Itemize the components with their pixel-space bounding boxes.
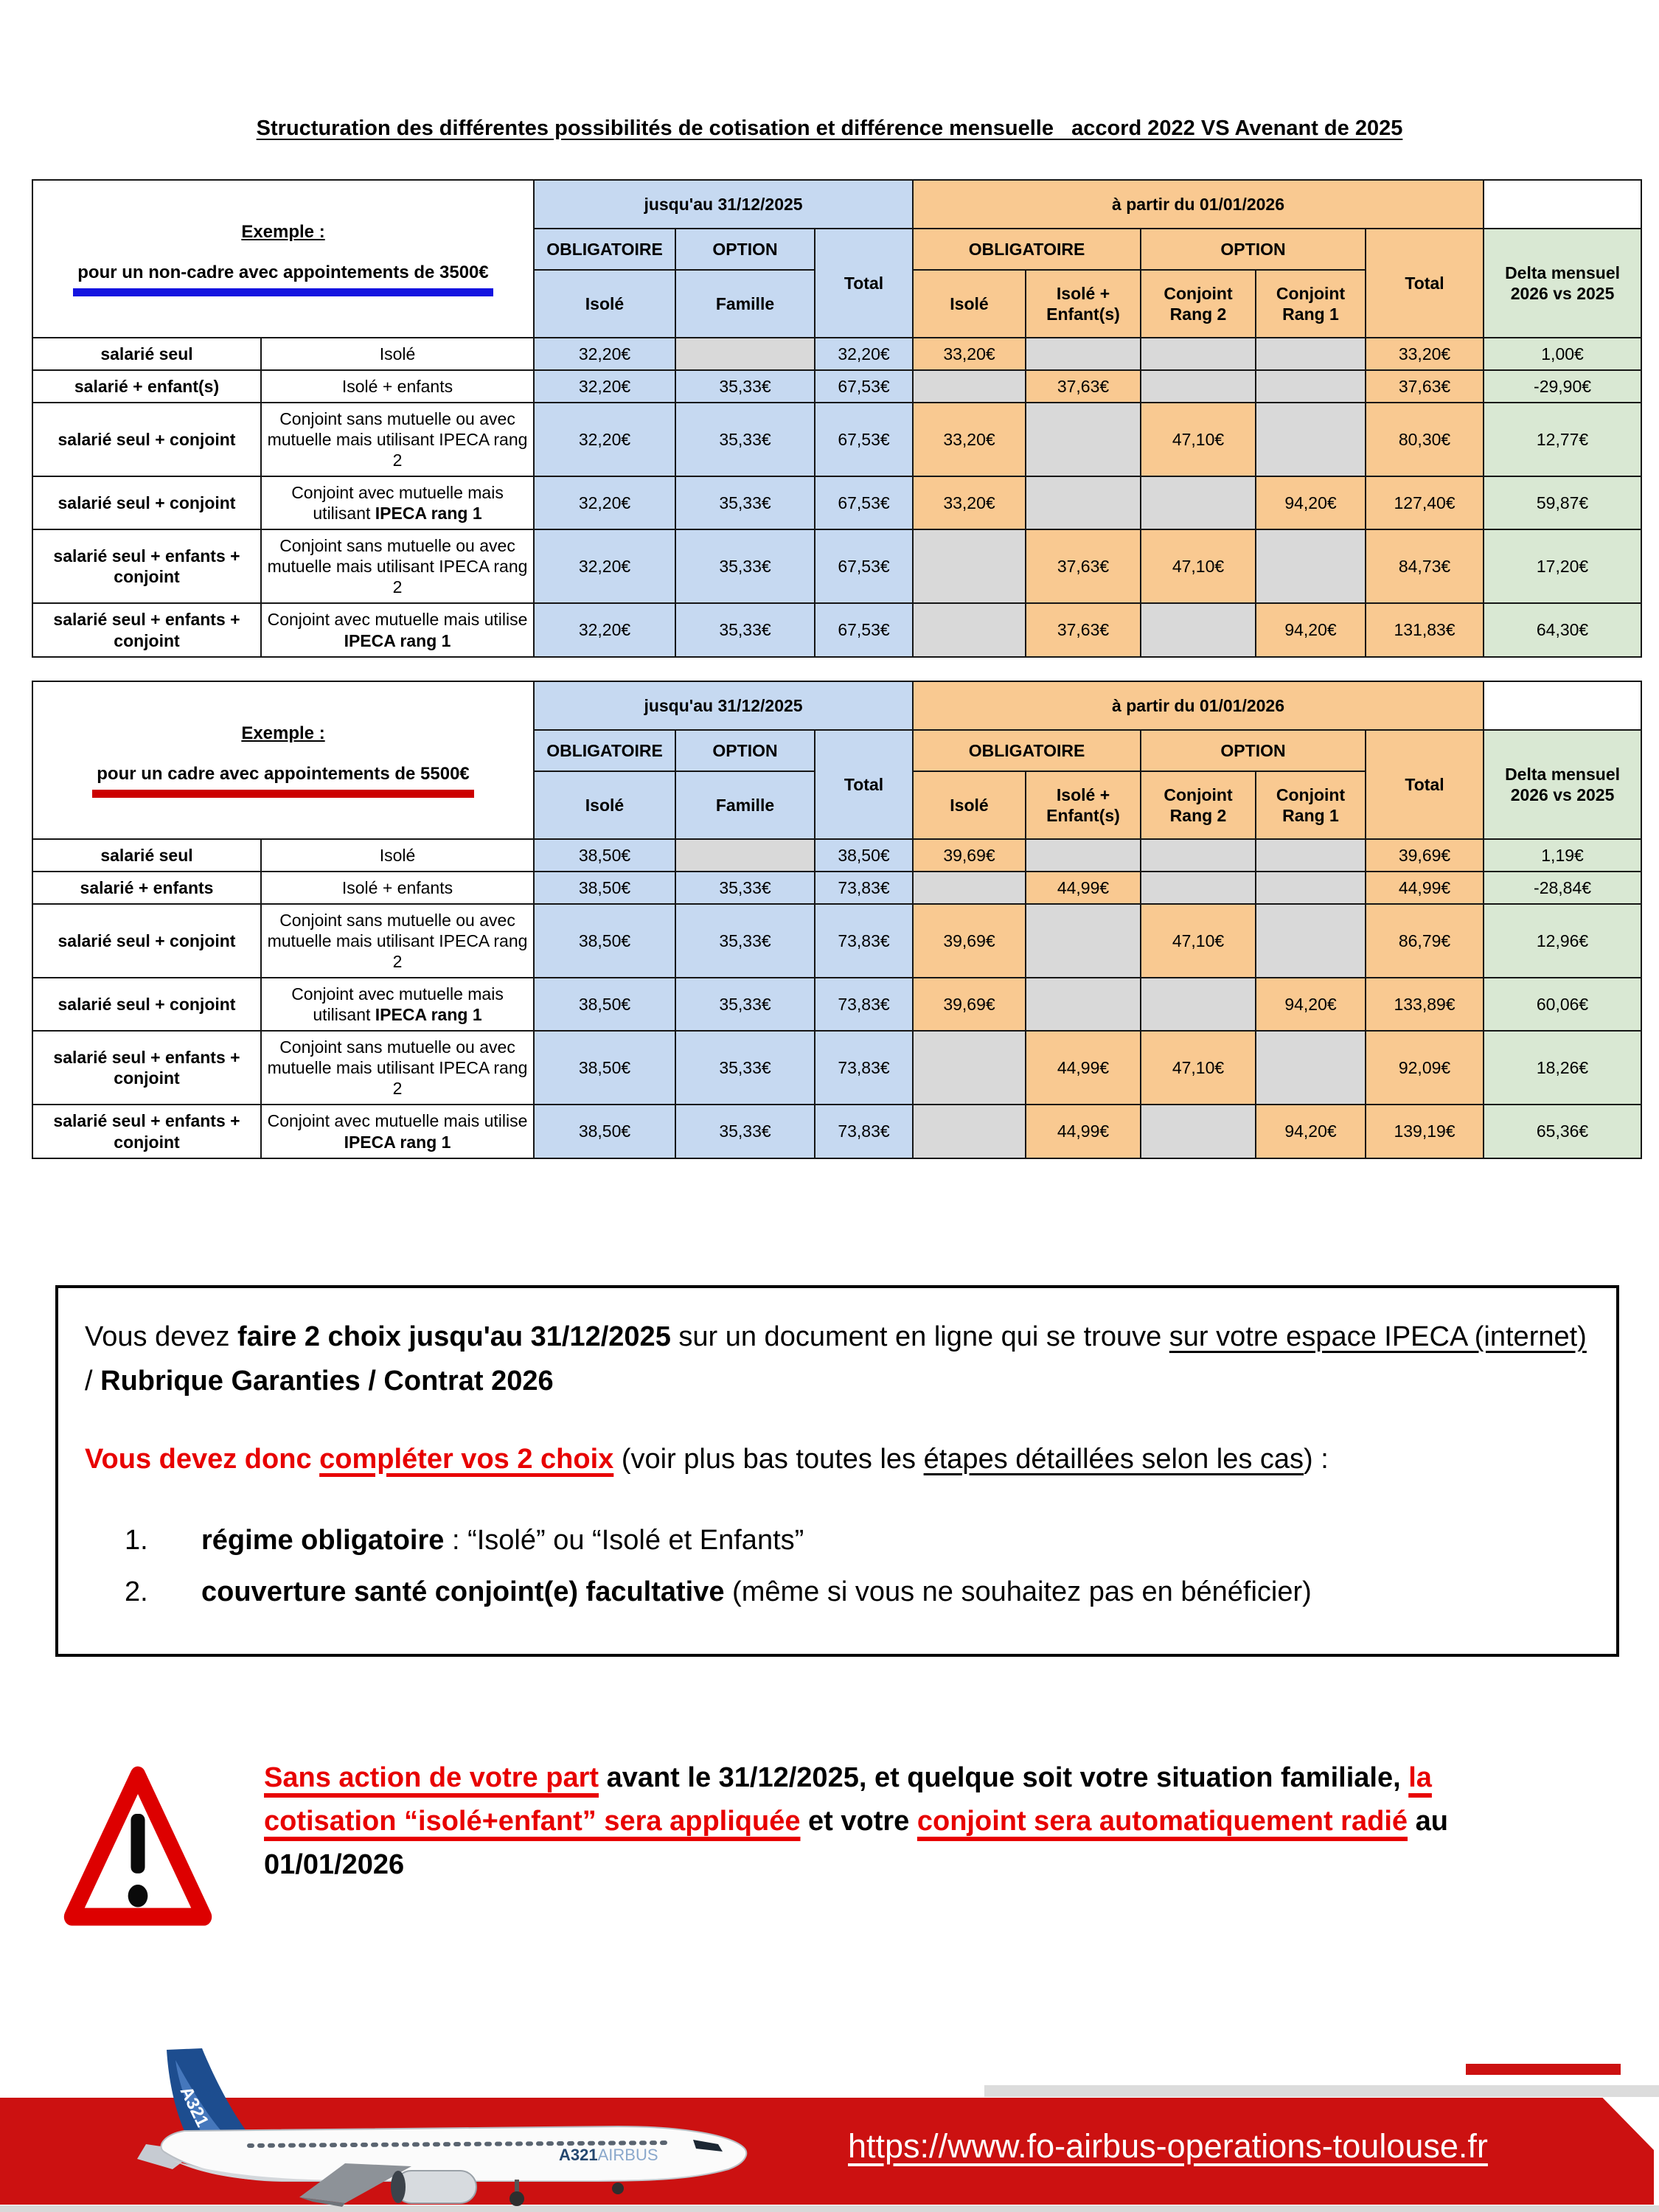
cell-isole-2026: 39,69€ [913, 839, 1026, 872]
cell-delta-2026-vs-2025: 59,87€ [1484, 476, 1641, 529]
text-segment: (voir plus bas toutes les [613, 1444, 924, 1475]
col-famille-2025-header: Famille [675, 270, 815, 338]
cell-total-2025: 67,53€ [815, 603, 913, 656]
text-segment: avant le 31/12/2025, et quelque soit votre situation familiale, [599, 1762, 1409, 1793]
total-2025-header: Total [815, 730, 913, 839]
total-2026-header: Total [1366, 730, 1484, 839]
cell-delta-2026-vs-2025: 65,36€ [1484, 1105, 1641, 1158]
footer-gray-strip [984, 2085, 1659, 2097]
cell-isole-2025: 32,20€ [534, 476, 675, 529]
cell-total-2025: 73,83€ [815, 978, 913, 1031]
cell-total-2026: 84,73€ [1366, 529, 1484, 603]
cell-couverture [261, 476, 534, 529]
text-segment: Sans action de votre part [264, 1762, 599, 1793]
cell-conjoint-rang1-2026 [1256, 839, 1366, 872]
cell-situation: salarié seul + enfants + conjoint [32, 603, 261, 656]
period-2025-header: jusqu'au 31/12/2025 [534, 681, 913, 730]
col-isole-enfants-2026-header: Isolé + Enfant(s) [1026, 771, 1141, 839]
text-segment: Rubrique Garanties / Contrat 2026 [100, 1366, 554, 1397]
cell-conjoint-rang1-2026: 94,20€ [1256, 603, 1366, 656]
cell-isole-enfants-2026 [1026, 904, 1141, 978]
cell-couverture [261, 1105, 534, 1158]
cell-conjoint-rang1-2026 [1256, 1031, 1366, 1105]
cell-total-2025: 67,53€ [815, 403, 913, 476]
cell-famille-2025: 35,33€ [675, 403, 815, 476]
instructions-paragraph-1 [85, 1315, 1590, 1403]
cell-conjoint-rang1-2026 [1256, 904, 1366, 978]
cell-isole-enfants-2026 [1026, 338, 1141, 370]
table-row [32, 904, 1641, 978]
list-item [125, 1570, 1590, 1614]
text-segment: Isolé [379, 344, 416, 364]
plane-body-model: A321 [559, 2146, 598, 2164]
cell-isole-2026 [913, 1031, 1026, 1105]
text-segment: Conjoint sans mutuelle ou avec mutuelle mais utilisant IPECA rang 2 [267, 911, 528, 972]
cell-conjoint-rang2-2026 [1141, 1105, 1256, 1158]
cell-delta-2026-vs-2025: 64,30€ [1484, 603, 1641, 656]
table-row [32, 476, 1641, 529]
col-isole-2025-header: Isolé [534, 270, 675, 338]
cell-isole-2025: 32,20€ [534, 370, 675, 403]
cell-isole-2025: 38,50€ [534, 1031, 675, 1105]
text-segment: Conjoint avec mutuelle mais utilise [267, 610, 528, 630]
total-2025-header: Total [815, 229, 913, 338]
example-cell [32, 180, 534, 338]
cell-total-2026: 44,99€ [1366, 872, 1484, 904]
text-segment: : “Isolé” ou “Isolé et Enfants” [444, 1525, 804, 1557]
cell-total-2026: 39,69€ [1366, 839, 1484, 872]
cell-situation: salarié seul + enfants + conjoint [32, 1031, 261, 1105]
text-segment: Conjoint sans mutuelle ou avec mutuelle mais utilisant IPECA rang 2 [267, 536, 528, 597]
cell-total-2025: 67,53€ [815, 529, 913, 603]
table-row [32, 338, 1641, 370]
cell-situation: salarié seul + enfants + conjoint [32, 529, 261, 603]
cell-isole-2026: 39,69€ [913, 978, 1026, 1031]
cell-delta-2026-vs-2025: 12,77€ [1484, 403, 1641, 476]
col-isole-2026-header: Isolé [913, 270, 1026, 338]
cell-conjoint-rang1-2026: 94,20€ [1256, 978, 1366, 1031]
text-segment: compléter vos 2 choix [319, 1444, 614, 1475]
period-2025-header: jusqu'au 31/12/2025 [534, 180, 913, 229]
col-famille-2025-header: Famille [675, 771, 815, 839]
cell-isole-2025: 32,20€ [534, 403, 675, 476]
page-title-text: Structuration des différentes possibilités de cotisation et différence mensuelle accord 2022 VS Avenant de 2025 [256, 116, 1403, 140]
cell-situation: salarié seul + conjoint [32, 476, 261, 529]
cotisation-table-cadre [32, 681, 1641, 1159]
table-row [32, 978, 1641, 1031]
blank-corner [1484, 681, 1641, 730]
cell-famille-2025: 35,33€ [675, 904, 815, 978]
list-item-text [201, 1570, 1312, 1614]
table-row [32, 529, 1641, 603]
delta-header: Delta mensuel 2026 vs 2025 [1484, 229, 1641, 338]
cell-conjoint-rang2-2026 [1141, 603, 1256, 656]
cell-delta-2026-vs-2025: -28,84€ [1484, 872, 1641, 904]
period-2026-header: à partir du 01/01/2026 [913, 180, 1484, 229]
cell-isole-2026 [913, 872, 1026, 904]
text-segment: Isolé + enfants [341, 377, 453, 397]
cell-situation: salarié seul + conjoint [32, 403, 261, 476]
cell-delta-2026-vs-2025: 1,19€ [1484, 839, 1641, 872]
text-segment: couverture santé conjoint(e) facultative [201, 1576, 725, 1608]
cell-total-2026: 133,89€ [1366, 978, 1484, 1031]
cell-total-2026: 127,40€ [1366, 476, 1484, 529]
cell-delta-2026-vs-2025: 1,00€ [1484, 338, 1641, 370]
text-segment: IPECA rang 1 [344, 630, 451, 650]
obligatoire-2026-header: OBLIGATOIRE [913, 730, 1141, 771]
cell-situation: salarié seul + enfants + conjoint [32, 1105, 261, 1158]
cell-couverture [261, 904, 534, 978]
cell-total-2025: 73,83€ [815, 1031, 913, 1105]
cell-isole-2025: 38,50€ [534, 1105, 675, 1158]
cell-total-2025: 73,83€ [815, 872, 913, 904]
table-row [32, 1031, 1641, 1105]
cell-isole-enfants-2026: 37,63€ [1026, 603, 1141, 656]
col-conjoint-rang2-header: Conjoint Rang 2 [1141, 771, 1256, 839]
list-item-number: 1. [125, 1525, 148, 1557]
cell-conjoint-rang2-2026: 47,10€ [1141, 904, 1256, 978]
cell-isole-2025: 32,20€ [534, 338, 675, 370]
cell-situation: salarié seul + conjoint [32, 904, 261, 978]
cell-isole-2025: 32,20€ [534, 603, 675, 656]
text-segment: conjoint sera automatiquement radié [917, 1805, 1408, 1837]
cell-isole-2026 [913, 1105, 1026, 1158]
page-title [0, 116, 1659, 141]
list-item-number: 2. [125, 1576, 148, 1608]
cell-isole-2025: 38,50€ [534, 872, 675, 904]
cell-famille-2025: 35,33€ [675, 978, 815, 1031]
cell-isole-enfants-2026 [1026, 978, 1141, 1031]
option-2025-header: OPTION [675, 730, 815, 771]
cell-isole-2026 [913, 529, 1026, 603]
plane-body-brand: AIRBUS [597, 2146, 658, 2164]
cell-isole-enfants-2026: 37,63€ [1026, 370, 1141, 403]
text-segment: IPECA rang 1 [375, 504, 482, 524]
text-segment: régime obligatoire [201, 1525, 445, 1557]
cell-isole-2025: 38,50€ [534, 904, 675, 978]
cell-isole-enfants-2026: 44,99€ [1026, 872, 1141, 904]
text-segment: (même si vous ne souhaitez pas en bénéficier) [724, 1576, 1312, 1608]
cell-couverture [261, 338, 534, 370]
cell-isole-2026 [913, 603, 1026, 656]
text-segment: étapes détaillées selon les cas [923, 1444, 1304, 1475]
table-row [32, 403, 1641, 476]
text-segment: au 01/01/2026 [264, 1805, 1448, 1880]
list-item-text [201, 1518, 804, 1562]
cell-isole-2025: 38,50€ [534, 978, 675, 1031]
cell-total-2025: 38,50€ [815, 839, 913, 872]
example-cell [32, 681, 534, 839]
cell-conjoint-rang1-2026 [1256, 370, 1366, 403]
cell-delta-2026-vs-2025: -29,90€ [1484, 370, 1641, 403]
text-segment: et votre [800, 1805, 917, 1837]
text-segment: / [85, 1366, 101, 1397]
col-conjoint-rang1-header: Conjoint Rang 1 [1256, 771, 1366, 839]
text-segment: Conjoint sans mutuelle ou avec mutuelle mais utilisant IPECA rang 2 [267, 1037, 528, 1099]
cell-isole-2026: 33,20€ [913, 476, 1026, 529]
instructions-box [55, 1285, 1619, 1657]
text-segment: Conjoint avec mutuelle mais utilisant [291, 483, 504, 524]
cell-famille-2025 [675, 338, 815, 370]
col-conjoint-rang1-header: Conjoint Rang 1 [1256, 270, 1366, 338]
text-segment: sur votre espace IPECA (internet) [1169, 1321, 1587, 1352]
text-segment: sur un document en ligne qui se trouve [670, 1321, 1169, 1352]
option-2025-header: OPTION [675, 229, 815, 270]
cell-conjoint-rang1-2026 [1256, 338, 1366, 370]
cell-conjoint-rang2-2026: 47,10€ [1141, 529, 1256, 603]
cell-delta-2026-vs-2025: 12,96€ [1484, 904, 1641, 978]
footer-red-accent [1466, 2064, 1621, 2075]
text-segment: Vous devez donc [85, 1444, 320, 1475]
cell-situation: salarié + enfants [32, 872, 261, 904]
cell-conjoint-rang1-2026: 94,20€ [1256, 476, 1366, 529]
cell-total-2025: 73,83€ [815, 904, 913, 978]
text-segment: la cotisation “isolé+enfant” sera appliquée [264, 1762, 1432, 1837]
cell-situation: salarié seul [32, 839, 261, 872]
cell-conjoint-rang2-2026 [1141, 370, 1256, 403]
cell-total-2025: 67,53€ [815, 370, 913, 403]
cell-couverture [261, 839, 534, 872]
cell-famille-2025: 35,33€ [675, 872, 815, 904]
text-segment: Isolé + enfants [341, 878, 453, 898]
footer-website-link[interactable]: https://www.fo-airbus-operations-toulouse.fr [848, 2127, 1488, 2165]
col-isole-2026-header: Isolé [913, 771, 1026, 839]
col-isole-2025-header: Isolé [534, 771, 675, 839]
text-segment: ) : [1304, 1444, 1329, 1475]
cell-famille-2025: 35,33€ [675, 1031, 815, 1105]
example-label: Exemple : [241, 723, 325, 743]
blank-corner [1484, 180, 1641, 229]
cell-isole-2026: 39,69€ [913, 904, 1026, 978]
cell-couverture [261, 872, 534, 904]
cell-couverture [261, 529, 534, 603]
text-segment: Conjoint avec mutuelle mais utilise [267, 1111, 528, 1131]
table-row [32, 370, 1641, 403]
cell-isole-enfants-2026 [1026, 403, 1141, 476]
cell-isole-enfants-2026 [1026, 839, 1141, 872]
text-segment: faire 2 choix jusqu'au 31/12/2025 [237, 1321, 671, 1352]
cell-total-2026: 131,83€ [1366, 603, 1484, 656]
col-isole-enfants-2026-header: Isolé + Enfant(s) [1026, 270, 1141, 338]
cell-delta-2026-vs-2025: 60,06€ [1484, 978, 1641, 1031]
cell-conjoint-rang2-2026 [1141, 872, 1256, 904]
cell-total-2025: 32,20€ [815, 338, 913, 370]
cell-conjoint-rang2-2026 [1141, 978, 1256, 1031]
text-segment: IPECA rang 1 [375, 1005, 482, 1025]
cell-total-2026: 33,20€ [1366, 338, 1484, 370]
cell-famille-2025: 35,33€ [675, 370, 815, 403]
cell-famille-2025: 35,33€ [675, 529, 815, 603]
plane-tail-label: A321 [175, 2083, 213, 2130]
cell-total-2026: 139,19€ [1366, 1105, 1484, 1158]
cell-conjoint-rang2-2026: 47,10€ [1141, 1031, 1256, 1105]
cell-conjoint-rang1-2026 [1256, 403, 1366, 476]
cell-total-2026: 92,09€ [1366, 1031, 1484, 1105]
cell-total-2026: 80,30€ [1366, 403, 1484, 476]
text-segment: Conjoint avec mutuelle mais utilisant [291, 984, 504, 1025]
cell-isole-enfants-2026 [1026, 476, 1141, 529]
cell-isole-2026: 33,20€ [913, 338, 1026, 370]
list-item [125, 1518, 1590, 1562]
text-segment: Conjoint sans mutuelle ou avec mutuelle mais utilisant IPECA rang 2 [267, 409, 528, 470]
cell-situation: salarié seul [32, 338, 261, 370]
cell-conjoint-rang1-2026: 94,20€ [1256, 1105, 1366, 1158]
example-description: pour un non-cadre avec appointements de 3500€ [73, 262, 493, 296]
cell-couverture [261, 978, 534, 1031]
table-row [32, 839, 1641, 872]
text-segment: IPECA rang 1 [344, 1132, 451, 1152]
cell-isole-2025: 32,20€ [534, 529, 675, 603]
cell-conjoint-rang2-2026 [1141, 476, 1256, 529]
airbus-a321-plane-image [102, 2044, 765, 2208]
table-row [32, 1105, 1641, 1158]
cell-isole-enfants-2026: 37,63€ [1026, 529, 1141, 603]
cell-conjoint-rang2-2026 [1141, 338, 1256, 370]
warning-text [264, 1756, 1488, 1887]
cell-situation: salarié + enfant(s) [32, 370, 261, 403]
cotisation-table-non-cadre [32, 179, 1641, 658]
cell-situation: salarié seul + conjoint [32, 978, 261, 1031]
cell-total-2025: 73,83€ [815, 1105, 913, 1158]
cell-isole-2026: 33,20€ [913, 403, 1026, 476]
cell-conjoint-rang2-2026 [1141, 839, 1256, 872]
cell-total-2026: 37,63€ [1366, 370, 1484, 403]
cell-famille-2025: 35,33€ [675, 603, 815, 656]
plane-engine [391, 2171, 476, 2203]
cell-conjoint-rang2-2026: 47,10€ [1141, 403, 1256, 476]
text-segment: Isolé [379, 846, 416, 865]
cell-isole-enfants-2026: 44,99€ [1026, 1105, 1141, 1158]
cell-delta-2026-vs-2025: 17,20€ [1484, 529, 1641, 603]
instructions-paragraph-2 [85, 1437, 1590, 1481]
example-label: Exemple : [241, 221, 325, 242]
cell-conjoint-rang1-2026 [1256, 872, 1366, 904]
example-description: pour un cadre avec appointements de 5500€ [92, 763, 474, 798]
cell-conjoint-rang1-2026 [1256, 529, 1366, 603]
cell-famille-2025: 35,33€ [675, 476, 815, 529]
plane-body-title [559, 2146, 658, 2164]
period-2026-header: à partir du 01/01/2026 [913, 681, 1484, 730]
obligatoire-2026-header: OBLIGATOIRE [913, 229, 1141, 270]
cell-couverture [261, 370, 534, 403]
cell-couverture [261, 603, 534, 656]
obligatoire-2025-header: OBLIGATOIRE [534, 229, 675, 270]
cell-couverture [261, 403, 534, 476]
cell-isole-2026 [913, 370, 1026, 403]
delta-header: Delta mensuel 2026 vs 2025 [1484, 730, 1641, 839]
option-2026-header: OPTION [1141, 229, 1366, 270]
cell-famille-2025: 35,33€ [675, 1105, 815, 1158]
total-2026-header: Total [1366, 229, 1484, 338]
table-row [32, 603, 1641, 656]
cell-famille-2025 [675, 839, 815, 872]
cell-couverture [261, 1031, 534, 1105]
cell-isole-2025: 38,50€ [534, 839, 675, 872]
cell-isole-enfants-2026: 44,99€ [1026, 1031, 1141, 1105]
col-conjoint-rang2-header: Conjoint Rang 2 [1141, 270, 1256, 338]
text-segment: Vous devez [85, 1321, 238, 1352]
cell-total-2026: 86,79€ [1366, 904, 1484, 978]
cell-delta-2026-vs-2025: 18,26€ [1484, 1031, 1641, 1105]
cell-total-2025: 67,53€ [815, 476, 913, 529]
table-row [32, 872, 1641, 904]
obligatoire-2025-header: OBLIGATOIRE [534, 730, 675, 771]
option-2026-header: OPTION [1141, 730, 1366, 771]
warning-triangle-icon [60, 1761, 215, 1938]
